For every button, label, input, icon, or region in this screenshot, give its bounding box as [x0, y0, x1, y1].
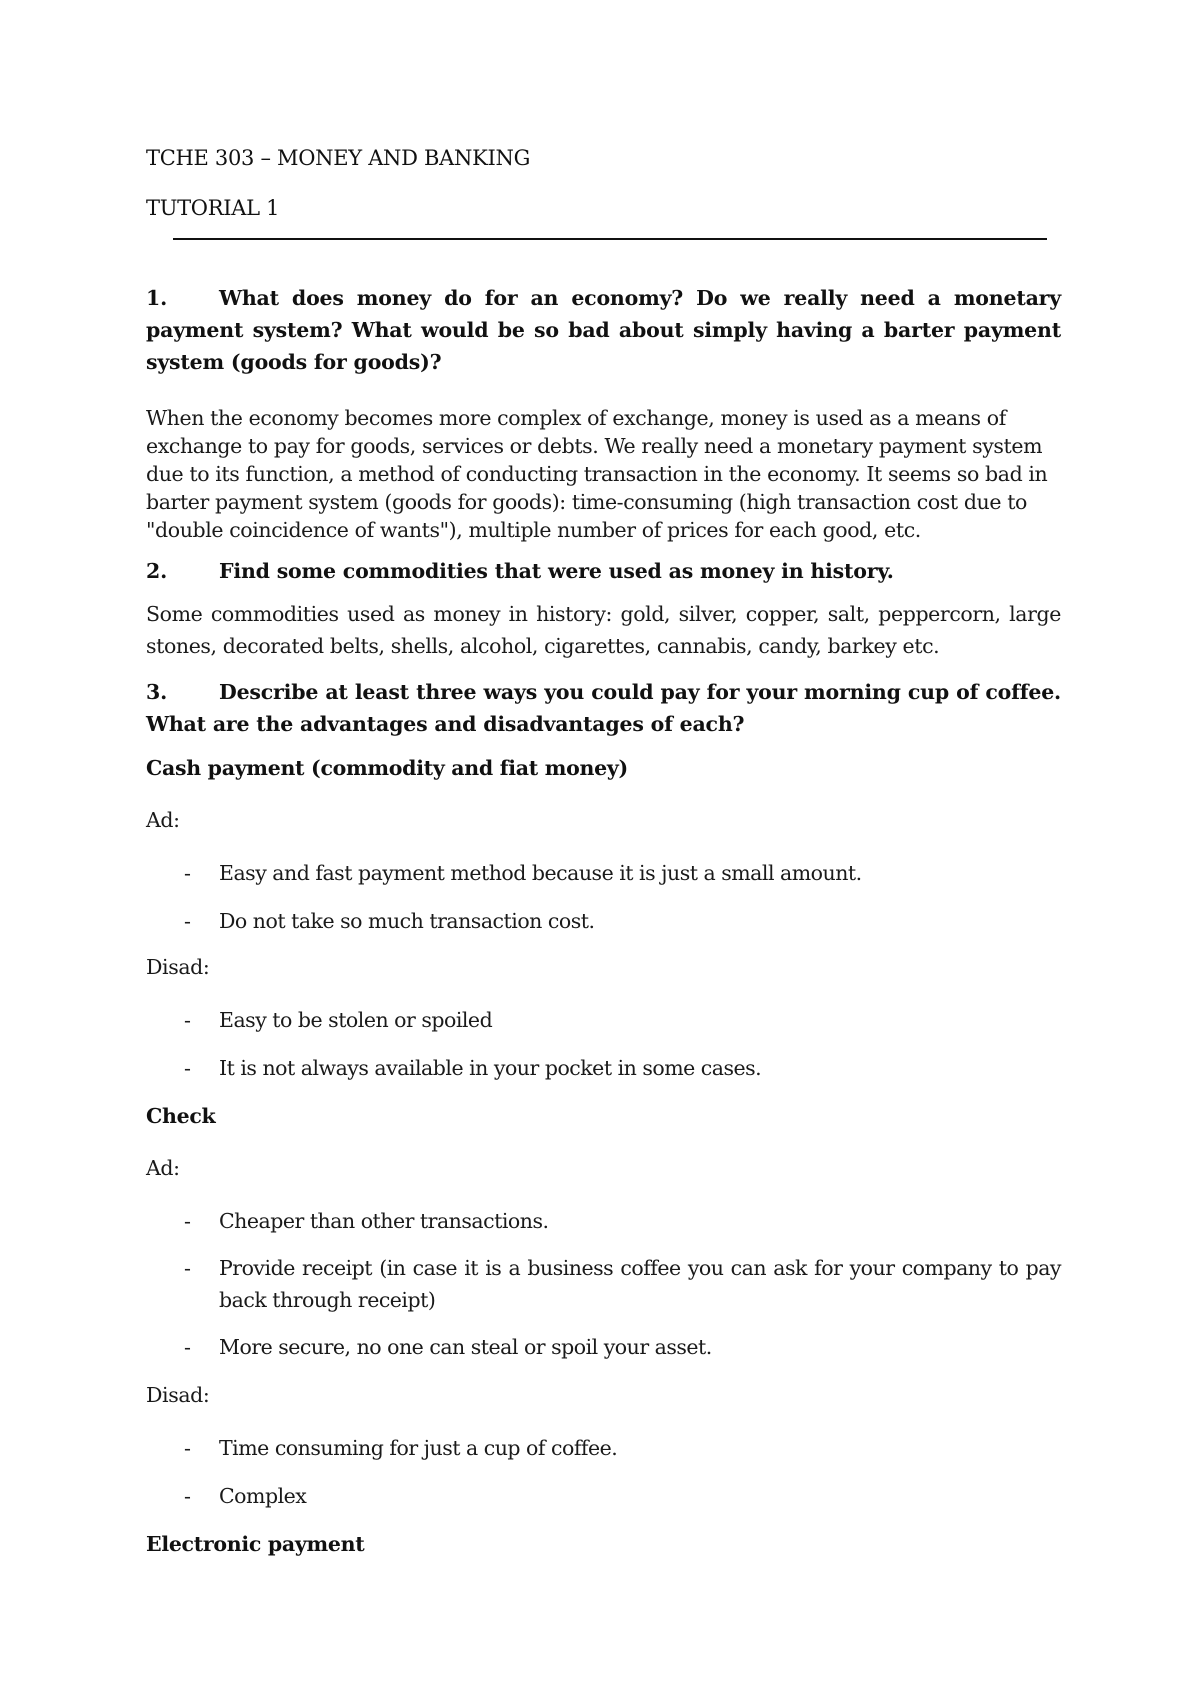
bullet-dash: - — [184, 861, 191, 885]
bullet-dash: - — [184, 1256, 191, 1280]
list-item-text: More secure, no one can steal or spoil your asset. — [219, 1335, 712, 1359]
cash-heading: Cash payment (commodity and fiat money) — [146, 756, 628, 780]
list-item-text: Do not take so much transaction cost. — [219, 909, 595, 933]
question-number: 3. — [146, 680, 168, 704]
question-3 — [146, 676, 1061, 740]
list-item — [184, 1480, 1061, 1512]
question-text: Find some commodities that were used as money in history. — [219, 559, 894, 583]
divider — [173, 238, 1047, 240]
answer-2: Some commodities used as money in history: gold, silver, copper, salt, peppercorn, large stones, decorated belts, shells, alcohol, cigarettes, cannabis, candy, barkey etc. — [146, 602, 1061, 658]
list-item-text: It is not always available in your pocket in some cases. — [219, 1056, 762, 1080]
answer-1: When the economy becomes more complex of exchange, money is used as a means of exchange to pay for goods, services or debts. We really need a monetary payment system due to its function, a method of conducting transaction in the economy. It seems so bad in barter payment system (goods for goods): time-consuming (high transaction cost due to "double coincidence of wants"), multiple number of prices for each good, etc. — [146, 406, 1048, 542]
question-2 — [146, 555, 1061, 587]
list-item-text: Cheaper than other transactions. — [219, 1209, 549, 1233]
list-item-text: Time consuming for just a cup of coffee. — [219, 1436, 618, 1460]
list-item — [184, 1052, 1061, 1084]
list-item-text: Easy to be stolen or spoiled — [219, 1008, 493, 1032]
cash-disad-label: Disad: — [146, 955, 210, 979]
list-item — [184, 1432, 1061, 1464]
tutorial-title: TUTORIAL 1 — [146, 196, 280, 220]
bullet-dash: - — [184, 1209, 191, 1233]
list-item — [184, 1331, 1061, 1363]
question-number: 2. — [146, 559, 168, 583]
list-item — [184, 1205, 1061, 1237]
list-item-text: Easy and fast payment method because it is just a small amount. — [219, 861, 862, 885]
check-ad-label: Ad: — [146, 1156, 180, 1180]
electronic-heading: Electronic payment — [146, 1532, 365, 1556]
question-text: What does money do for an economy? Do we really need a monetary payment system? What would be so bad about simply having a barter payment system (goods for goods)? — [146, 286, 1061, 374]
question-1 — [146, 282, 1061, 378]
bullet-dash: - — [184, 1056, 191, 1080]
check-disad-label: Disad: — [146, 1383, 210, 1407]
list-item-text: Provide receipt (in case it is a business coffee you can ask for your company to pay back through receipt) — [219, 1256, 1061, 1312]
bullet-dash: - — [184, 1008, 191, 1032]
question-text: Describe at least three ways you could pay for your morning cup of coffee. What are the advantages and disadvantages of each? — [146, 680, 1061, 736]
bullet-dash: - — [184, 909, 191, 933]
bullet-dash: - — [184, 1335, 191, 1359]
cash-ad-label: Ad: — [146, 808, 180, 832]
list-item — [184, 1252, 1061, 1316]
list-item — [184, 1004, 1061, 1036]
list-item — [184, 857, 1061, 889]
check-heading: Check — [146, 1104, 216, 1128]
course-title: TCHE 303 – MONEY AND BANKING — [146, 146, 531, 170]
list-item-text: Complex — [219, 1484, 307, 1508]
bullet-dash: - — [184, 1484, 191, 1508]
list-item — [184, 905, 1061, 937]
bullet-dash: - — [184, 1436, 191, 1460]
question-number: 1. — [146, 286, 168, 310]
